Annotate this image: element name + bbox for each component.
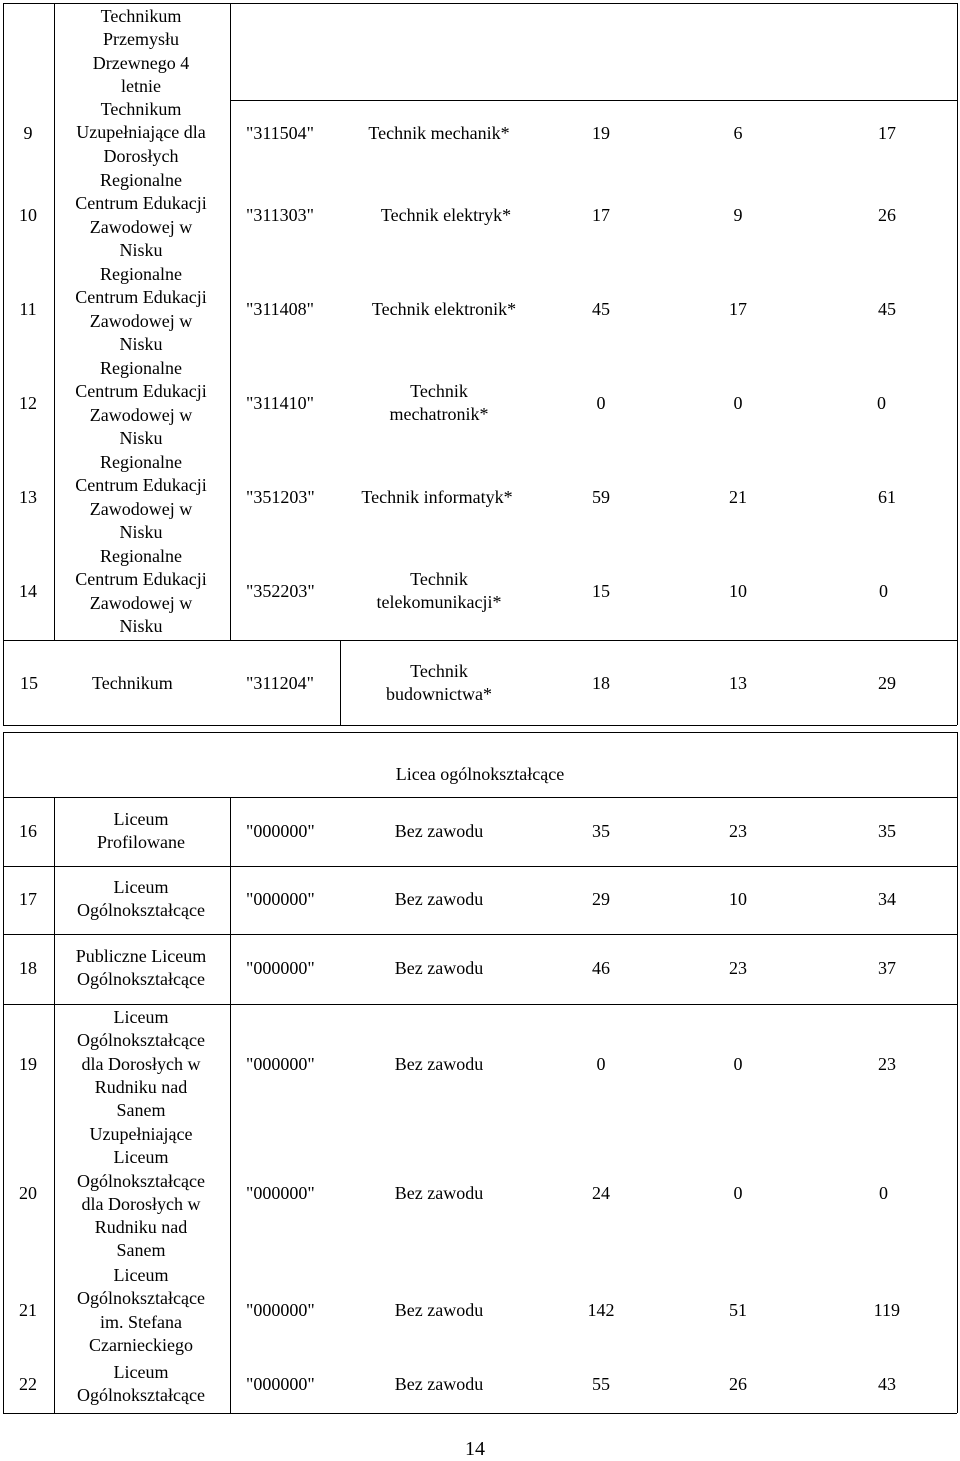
grid-line <box>230 3 231 640</box>
school-name <box>76 945 206 992</box>
profession: Technik mechanik* <box>368 123 510 143</box>
value-3: 17 <box>878 123 896 143</box>
value-1: 17 <box>592 205 610 225</box>
school-line: Nisku <box>119 427 163 448</box>
school-line: Ogólnokształcące <box>77 900 205 921</box>
row-number: 10 <box>19 205 37 225</box>
school-name <box>77 1123 205 1263</box>
code: "311408" <box>246 299 315 319</box>
profession: Technik informatyk* <box>361 487 513 507</box>
profession-line: budownictwa* <box>386 684 492 705</box>
profession <box>390 380 489 427</box>
school-name <box>75 451 206 544</box>
code: "352203" <box>246 581 315 601</box>
value-3: 37 <box>878 958 896 978</box>
grid-line <box>230 100 958 101</box>
school-name <box>93 5 189 98</box>
grid-line <box>340 640 341 725</box>
school-line: Nisku <box>119 521 163 542</box>
school-name <box>77 1006 205 1122</box>
school-line: Uzupełniające <box>89 1124 193 1144</box>
grid-line <box>3 797 957 798</box>
value-1: 29 <box>592 889 610 909</box>
school-line: Drzewnego 4 <box>92 52 190 73</box>
row-number: 16 <box>19 821 37 841</box>
school-line: Liceum <box>113 1265 169 1285</box>
profession-line: telekomunikacji* <box>376 592 502 613</box>
school-line: Liceum <box>113 1147 169 1168</box>
school-name <box>97 808 185 855</box>
profession: Technik elektryk* <box>380 205 512 225</box>
value-1: 55 <box>592 1374 610 1394</box>
school-line: Dorosłych <box>103 145 179 166</box>
profession-line: Technik <box>410 661 468 681</box>
value-3: 0 <box>877 393 886 413</box>
school-line: Ogólnokształcące <box>77 1030 205 1051</box>
school-line: Regionalne <box>100 170 182 190</box>
profession: Bez zawodu <box>394 1300 484 1320</box>
profession: Bez zawodu <box>394 1374 484 1394</box>
school-line: Nisku <box>119 333 163 354</box>
grid-line <box>3 1413 957 1414</box>
grid-line <box>3 732 4 1413</box>
school-line: Centrum Edukacji <box>75 193 207 214</box>
grid-line <box>3 3 4 725</box>
school-line: Publiczne Liceum <box>75 946 207 966</box>
school-line: Liceum <box>113 1362 169 1382</box>
value-1: 46 <box>592 958 610 978</box>
school-line: Ogólnokształcące <box>77 1170 205 1191</box>
grid-line <box>230 797 231 1413</box>
value-3: 34 <box>878 889 896 909</box>
value-3: 61 <box>878 487 896 507</box>
school-line: Zawodowej w <box>89 592 193 613</box>
school-line: Czarnieckiego <box>89 1334 193 1355</box>
value-2: 13 <box>729 673 747 693</box>
school-line: Ogólnokształcące <box>77 969 205 990</box>
school-line: Zawodowej w <box>89 216 193 237</box>
value-3: 45 <box>878 299 896 319</box>
row-number: 18 <box>19 958 37 978</box>
value-1: 19 <box>592 123 610 143</box>
school-line: Zawodowej w <box>89 498 193 519</box>
profession: Bez zawodu <box>394 958 484 978</box>
value-2: 21 <box>729 487 747 507</box>
row-number: 17 <box>19 889 37 909</box>
value-3: 0 <box>879 581 888 601</box>
school-name <box>75 169 206 262</box>
profession: Technik elektronik* <box>371 299 517 319</box>
code: "311504" <box>246 123 315 143</box>
grid-line <box>3 866 957 867</box>
profession: Bez zawodu <box>394 889 484 909</box>
school-line: dla Dorosłych w <box>81 1053 201 1074</box>
school-line: Rudniku nad <box>94 1217 188 1238</box>
profession: Bez zawodu <box>394 1054 484 1074</box>
school-line: letnie <box>121 75 161 96</box>
school-line: Ogólnokształcące <box>77 1385 205 1406</box>
row-number: 21 <box>19 1300 37 1320</box>
value-1: 18 <box>592 673 610 693</box>
school-line: Regionalne <box>100 452 182 472</box>
school-line: dla Dorosłych w <box>81 1193 201 1214</box>
value-1: 15 <box>592 581 610 601</box>
code: "311204" <box>246 673 315 693</box>
row-number: 22 <box>19 1374 37 1394</box>
school-line: im. Stefana <box>100 1311 182 1332</box>
school-line: Uzupełniające dla <box>76 122 206 143</box>
value-1: 59 <box>592 487 610 507</box>
school-line: Nisku <box>119 615 163 636</box>
grid-line <box>957 3 958 725</box>
code: "351203" <box>246 487 315 507</box>
value-2: 23 <box>729 821 747 841</box>
row-number: 15 <box>20 673 38 693</box>
grid-line <box>3 640 957 641</box>
profession-line: Technik <box>410 381 468 401</box>
school-line: Regionalne <box>100 546 182 566</box>
value-2: 10 <box>729 581 747 601</box>
value-3: 35 <box>878 821 896 841</box>
school-name: Technikum <box>92 673 173 693</box>
school-line: Przemysłu <box>103 29 179 50</box>
grid-line <box>3 725 957 726</box>
school-line: Liceum <box>113 809 169 829</box>
profession: Bez zawodu <box>394 1183 484 1203</box>
code: "311303" <box>246 205 315 225</box>
school-line: Profilowane <box>97 832 185 853</box>
value-1: 0 <box>596 393 606 413</box>
grid-line <box>3 1004 957 1005</box>
profession <box>386 660 492 707</box>
value-1: 24 <box>592 1183 610 1203</box>
row-number: 13 <box>19 487 37 507</box>
section-heading: Licea ogólnokształcące <box>395 764 565 784</box>
grid-line <box>54 797 55 1413</box>
value-2: 23 <box>729 958 747 978</box>
school-line: Rudniku nad <box>94 1076 188 1097</box>
value-2: 9 <box>733 205 743 225</box>
school-line: Technikum <box>100 6 182 26</box>
code: "000000" <box>246 1300 315 1320</box>
school-name <box>77 1361 205 1408</box>
profession-line: mechatronik* <box>389 404 489 425</box>
school-line: Centrum Edukacji <box>75 381 207 402</box>
grid-line <box>957 732 958 1413</box>
grid-line <box>54 3 55 640</box>
code: "000000" <box>246 1374 315 1394</box>
school-name <box>77 1264 205 1357</box>
code: "000000" <box>246 889 315 909</box>
code: "000000" <box>246 1054 315 1074</box>
value-3: 119 <box>873 1300 900 1320</box>
school-line: Centrum Edukacji <box>75 287 207 308</box>
school-name <box>77 876 205 923</box>
grid-line <box>3 732 957 733</box>
value-2: 10 <box>729 889 747 909</box>
profession-line: Technik <box>410 569 468 589</box>
row-number: 20 <box>19 1183 37 1203</box>
value-2: 0 <box>733 1183 743 1203</box>
school-line: Sanem <box>116 1100 166 1121</box>
school-line: Liceum <box>113 1007 169 1027</box>
value-2: 6 <box>733 123 743 143</box>
school-line: Sanem <box>116 1240 166 1261</box>
value-2: 51 <box>729 1300 747 1320</box>
school-line: Nisku <box>119 239 163 260</box>
row-number: 11 <box>19 299 37 319</box>
value-2: 0 <box>733 1054 743 1074</box>
school-name <box>75 263 206 356</box>
row-number: 9 <box>23 123 33 143</box>
row-number: 14 <box>19 581 37 601</box>
value-2: 0 <box>733 393 743 413</box>
value-3: 23 <box>878 1054 896 1074</box>
school-line: Centrum Edukacji <box>75 475 207 496</box>
school-name <box>75 545 206 638</box>
value-3: 29 <box>878 673 896 693</box>
value-1: 35 <box>592 821 610 841</box>
school-line: Zawodowej w <box>89 310 193 331</box>
code: "000000" <box>246 1183 315 1203</box>
grid-line <box>3 934 957 935</box>
row-number: 19 <box>19 1054 37 1074</box>
value-1: 0 <box>596 1054 606 1074</box>
value-1: 142 <box>587 1300 615 1320</box>
school-name <box>75 357 206 450</box>
code: "311410" <box>246 393 315 413</box>
code: "000000" <box>246 958 315 978</box>
value-3: 43 <box>878 1374 896 1394</box>
code: "000000" <box>246 821 315 841</box>
grid-line <box>3 3 957 4</box>
page-number: 14 <box>465 1438 485 1460</box>
profession <box>377 568 502 615</box>
value-2: 17 <box>729 299 747 319</box>
value-3: 26 <box>878 205 896 225</box>
school-line: Technikum <box>100 99 182 119</box>
school-line: Zawodowej w <box>89 404 193 425</box>
school-line: Ogólnokształcące <box>77 1288 205 1309</box>
row-number: 12 <box>19 393 37 413</box>
school-line: Centrum Edukacji <box>75 569 207 590</box>
profession: Bez zawodu <box>394 821 484 841</box>
school-name <box>76 98 205 168</box>
school-line: Liceum <box>113 877 169 897</box>
value-3: 0 <box>879 1183 888 1203</box>
value-1: 45 <box>592 299 610 319</box>
school-line: Regionalne <box>100 264 182 284</box>
value-2: 26 <box>729 1374 747 1394</box>
school-line: Regionalne <box>100 358 182 378</box>
